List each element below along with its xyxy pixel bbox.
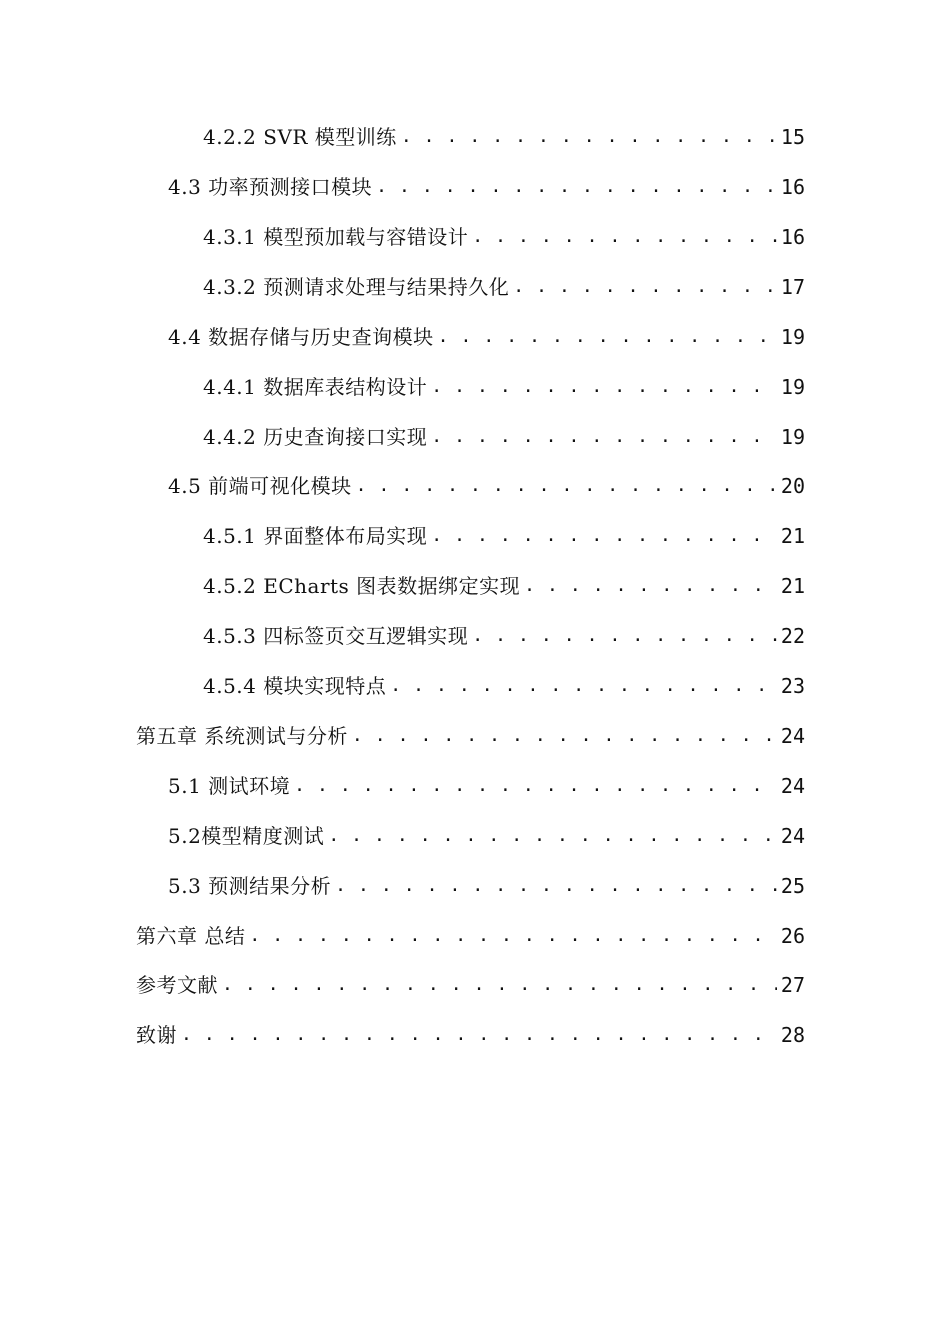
dot-leader	[472, 619, 777, 653]
toc-entry-title: 4.5.4 模块实现特点	[203, 674, 387, 698]
toc-entry-4-5-4[interactable]	[203, 669, 805, 703]
toc-entry-title: 5.1 测试环境	[168, 774, 291, 798]
dot-leader	[335, 869, 777, 903]
dot-leader	[328, 819, 777, 853]
toc-entry-title: 4.2.2 SVR 模型训练	[203, 125, 397, 149]
toc-entry-acknowledgements[interactable]	[136, 1018, 805, 1052]
toc-entry-title: 4.4.1 数据库表结构设计	[203, 375, 428, 399]
toc-entry-title: 4.4 数据存储与历史查询模块	[168, 325, 434, 349]
toc-entry-page-number: 16	[780, 175, 805, 199]
dot-leader	[181, 1018, 777, 1052]
toc-entry-page-number: 24	[780, 724, 805, 748]
toc-entry-title: 第五章 系统测试与分析	[136, 724, 348, 748]
dot-leader	[294, 769, 777, 803]
toc-entry-5-3[interactable]	[168, 869, 805, 903]
toc-entry-references[interactable]	[136, 968, 805, 1002]
toc-entry-title: 4.3.2 预测请求处理与结果持久化	[203, 275, 510, 299]
toc-entry-title: 致谢	[136, 1023, 177, 1047]
toc-entry-4-5-3[interactable]	[203, 619, 805, 653]
toc-entry-page-number: 26	[780, 924, 805, 948]
toc-entry-4-4-2[interactable]	[203, 420, 805, 454]
dot-leader	[431, 420, 777, 454]
toc-entry-4-5-1[interactable]	[203, 519, 805, 553]
toc-entry-4-4[interactable]	[168, 320, 805, 354]
toc-entry-4-4-1[interactable]	[203, 370, 805, 404]
toc-entry-page-number: 17	[780, 275, 805, 299]
toc-entry-title: 第六章 总结	[136, 924, 246, 948]
toc-entry-title: 4.4.2 历史查询接口实现	[203, 425, 428, 449]
toc-entry-4-5[interactable]	[168, 469, 805, 503]
dot-leader	[376, 170, 777, 204]
toc-entry-chapter-5[interactable]	[136, 719, 805, 753]
toc-entry-title: 4.3 功率预测接口模块	[168, 175, 373, 199]
toc-entry-page-number: 21	[780, 574, 805, 598]
dot-leader	[513, 270, 777, 304]
dot-leader	[356, 469, 777, 503]
dot-leader	[222, 968, 777, 1002]
dot-leader	[352, 719, 777, 753]
toc-entry-page-number: 25	[780, 874, 805, 898]
dot-leader	[472, 220, 777, 254]
toc-entry-chapter-6[interactable]	[136, 919, 805, 953]
toc-entry-title: 5.3 预测结果分析	[168, 874, 332, 898]
dot-leader	[438, 320, 777, 354]
dot-leader	[401, 120, 777, 154]
toc-entry-page-number: 28	[780, 1023, 805, 1047]
toc-entry-page-number: 24	[780, 774, 805, 798]
dot-leader	[431, 519, 777, 553]
toc-entry-4-5-2[interactable]	[203, 569, 805, 603]
toc-entry-title: 4.5.1 界面整体布局实现	[203, 524, 428, 548]
toc-entry-title: 4.5.2 ECharts 图表数据绑定实现	[203, 574, 521, 598]
toc-entry-page-number: 19	[780, 325, 805, 349]
toc-entry-4-2-2[interactable]	[203, 120, 805, 154]
toc-entry-page-number: 22	[780, 624, 805, 648]
toc-entry-title: 4.3.1 模型预加载与容错设计	[203, 225, 469, 249]
toc-entry-4-3-1[interactable]	[203, 220, 805, 254]
toc-entry-page-number: 19	[780, 375, 805, 399]
dot-leader	[390, 669, 777, 703]
toc-entry-page-number: 24	[780, 824, 805, 848]
toc-entry-title: 参考文献	[136, 973, 218, 997]
dot-leader	[431, 370, 777, 404]
toc-entry-5-1[interactable]	[168, 769, 805, 803]
toc-entry-page-number: 19	[780, 425, 805, 449]
toc-entry-page-number: 15	[780, 125, 805, 149]
dot-leader	[524, 569, 777, 603]
toc-entry-title: 4.5 前端可视化模块	[168, 474, 352, 498]
toc-entry-page-number: 16	[780, 225, 805, 249]
toc-entry-page-number: 23	[780, 674, 805, 698]
toc-entry-title: 4.5.3 四标签页交互逻辑实现	[203, 624, 469, 648]
toc-entry-page-number: 20	[780, 474, 805, 498]
toc-entry-5-2[interactable]	[168, 819, 805, 853]
toc-entry-page-number: 27	[780, 973, 805, 997]
toc-entry-4-3-2[interactable]	[203, 270, 805, 304]
toc-entry-page-number: 21	[780, 524, 805, 548]
dot-leader	[249, 919, 777, 953]
toc-entry-title: 5.2模型精度测试	[168, 824, 325, 848]
toc-entry-4-3[interactable]	[168, 170, 805, 204]
